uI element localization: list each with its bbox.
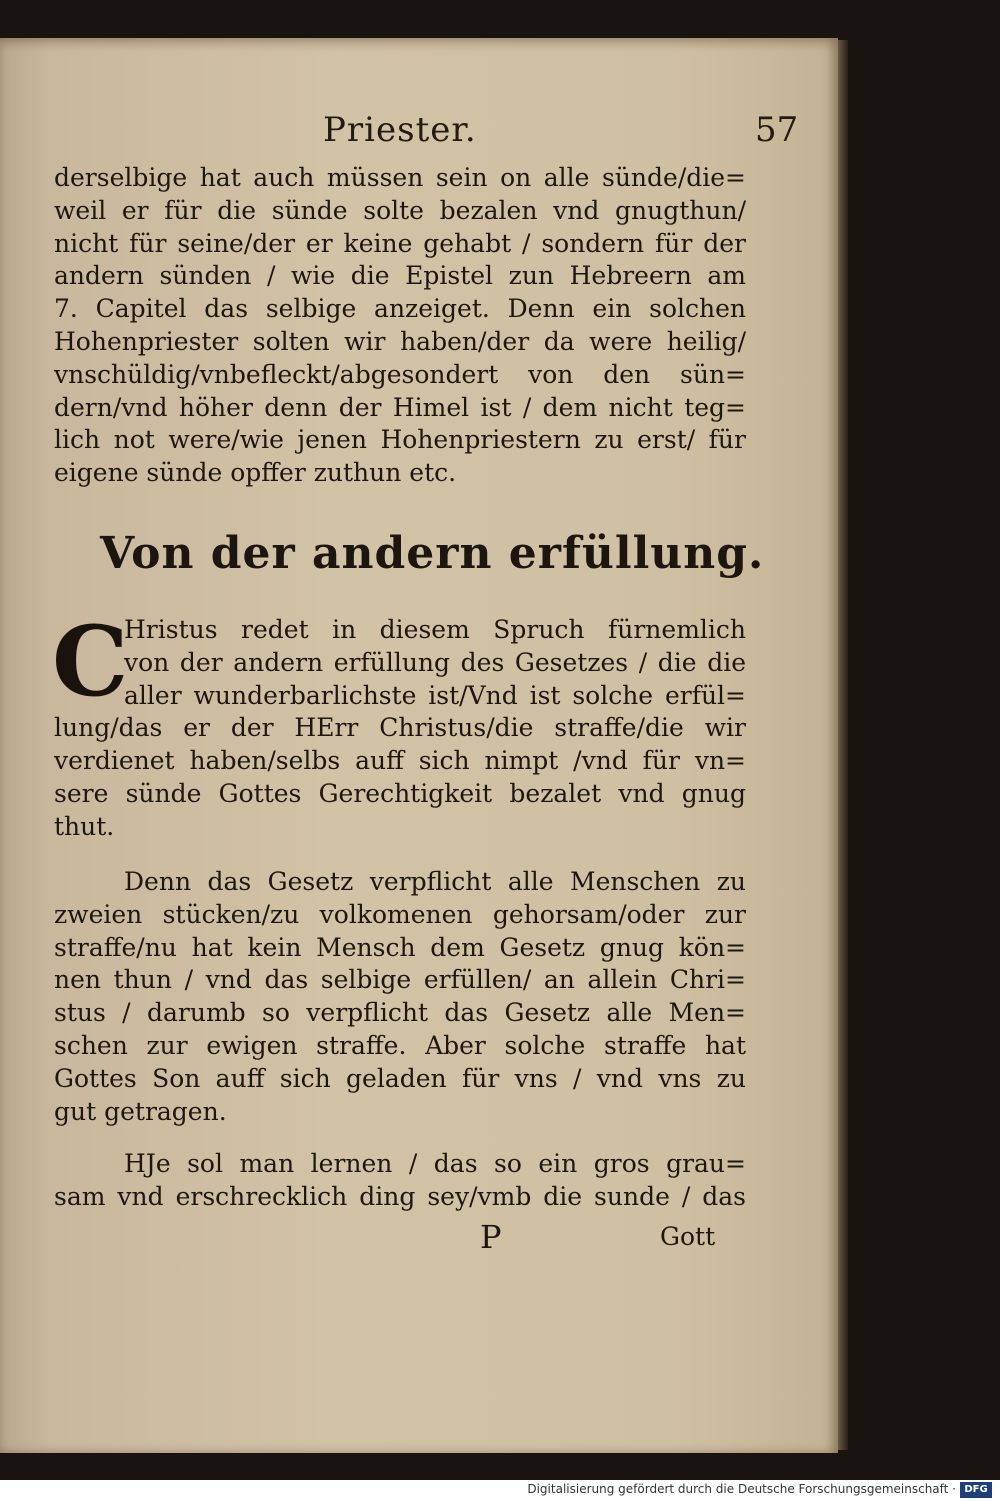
text-line: derselbige hat auch müssen sein on alle sünde/die= xyxy=(54,163,746,192)
text-line: zweien stücken/zu volkomenen gehorsam/oder zur xyxy=(54,899,746,929)
text-line: Hohenpriester solten wir haben/der da were heilig/ xyxy=(54,326,746,356)
paragraph-4 xyxy=(54,1148,746,1214)
text-line: 7. Capitel das selbige anzeiget. Denn ein solchen xyxy=(54,294,746,324)
text-line: Gottes Son auff sich geladen für vns / vnd vns zu xyxy=(54,1063,746,1093)
footer-bar xyxy=(0,1480,1000,1501)
text-line: schen zur ewigen straffe. Aber solche straffe hat xyxy=(54,1030,746,1060)
paragraph-2 xyxy=(52,605,746,844)
section-heading: Von der andern erfüllung. xyxy=(100,528,765,579)
text-line: nicht für seine/der er keine gehabt / sondern für der xyxy=(54,228,746,258)
text-line: verdienet haben/selbs auff sich nimpt /vnd für vn= xyxy=(54,746,746,776)
text-line: straffe/nu hat kein Mensch dem Gesetz gnug kön= xyxy=(54,932,746,962)
text-line: andern sünden / wie die Epistel zun Hebreern am xyxy=(54,261,746,291)
text-line: sere sünde Gottes Gerechtigkeit bezalet vnd gnug xyxy=(54,778,746,808)
page-number: 57 xyxy=(755,110,799,150)
text-line: weil er für die sünde solte bezalen vnd gnugthun/ xyxy=(54,195,746,225)
text-line: dern/vnd höher denn der Himel ist / dem nicht teg= xyxy=(54,392,746,422)
text-line: HJe sol man lernen / das so ein gros grau= xyxy=(124,1149,746,1178)
text-line: stus / darumb so verpflicht das Gesetz alle Men= xyxy=(54,998,746,1028)
text-line: aller wunderbarlichste ist/Vnd ist solche erfül= xyxy=(124,680,746,710)
text-line: Hristus redet in diesem Spruch fürnemlich xyxy=(124,615,746,644)
paragraph-1 xyxy=(54,162,746,490)
page-edge xyxy=(838,40,848,1450)
paragraph-3 xyxy=(54,866,746,1128)
drop-initial: C xyxy=(52,605,129,718)
funding-credit: Digitalisierung gefördert durch die Deutsche Forschungsgemeinschaft · xyxy=(527,1482,956,1496)
text-line: vnschüldig/vnbefleckt/abgesondert von den sün= xyxy=(54,359,746,389)
running-head: Priester. xyxy=(323,110,477,150)
text-line: nen thun / vnd das selbige erfüllen/ an allein Chri= xyxy=(54,965,746,995)
text-line: thut. xyxy=(54,811,115,841)
text-line: Denn das Gesetz verpflicht alle Menschen zu xyxy=(124,867,746,896)
signature-mark: P xyxy=(480,1218,502,1256)
text-line: gut getragen. xyxy=(54,1096,227,1126)
text-line: sam vnd erschrecklich ding sey/vmb die sunde / das xyxy=(54,1181,746,1211)
text-line: von der andern erfüllung des Gesetzes / die die xyxy=(124,647,746,677)
dfg-logo: DFG xyxy=(960,1482,992,1498)
text-line: lich not were/wie jenen Hohenpriestern zu erst/ für xyxy=(54,425,746,455)
text-line: eigene sünde opffer zuthun etc. xyxy=(54,458,457,488)
text-line: lung/das er der HErr Christus/die straffe/die wir xyxy=(54,713,746,743)
catchword: Gott xyxy=(660,1222,716,1251)
